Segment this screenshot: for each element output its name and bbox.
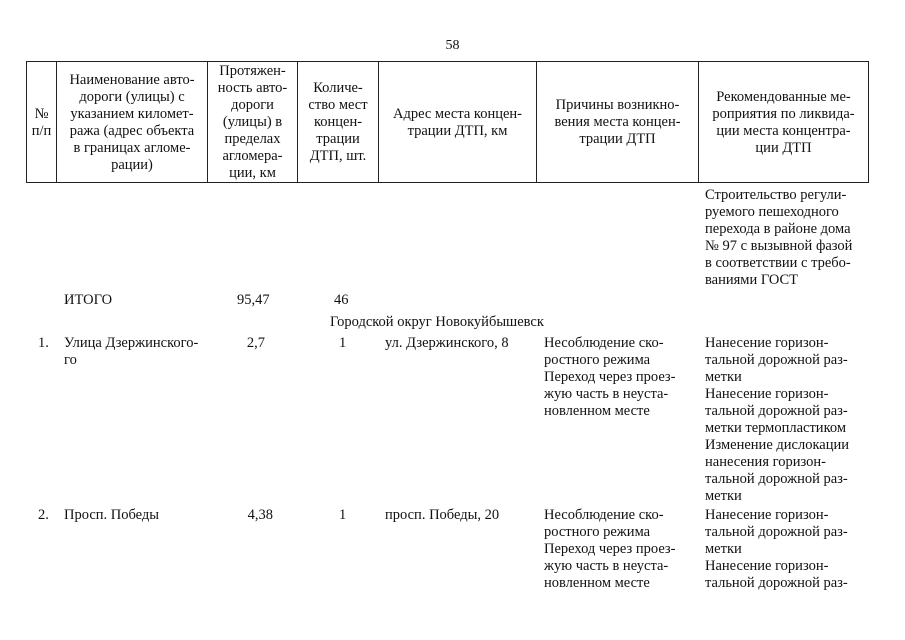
header-cell-number: № п/п [31,105,52,139]
section-title: Городской округ Новокуйбышевск [330,314,544,330]
header-cell-address: Адрес места концен- трации ДТП, км [392,105,523,139]
total-length: 95,47 [237,292,270,308]
row-causes: Несоблюдение ско- ростного режима Переход через проез- жую часть в неуста- новленном месте [544,335,676,419]
row-count: 1 [339,507,347,523]
row-number: 1. [38,335,49,351]
header-cell-causes: Причины возникно- вения места концен- трации ДТП [554,97,681,147]
row-length: 4,38 [247,507,273,523]
header-cell-measures: Рекомендованные ме- роприятия по ликвида- ции места концентра- ции ДТП [712,88,855,156]
row-causes: Несоблюдение ско- ростного режима Переход через проез- жую часть в неуста- новленном месте [544,507,676,591]
page-number: 58 [445,38,460,53]
row-address: просп. Победы, 20 [385,507,500,523]
row-road-name: Просп. Победы [64,507,160,523]
row-length: 2,7 [246,335,265,351]
row-measures: Нанесение горизон- тальной дорожной раз- метки Нанесение горизон- тальной дорожной раз- [705,507,848,591]
continuation-measures: Строительство регули- руемого пешеходного перехода в районе дома № 97 с вызывной фазой в соответствии с требо- ваниями ГОСТ [705,187,853,288]
header-divider [868,61,869,183]
row-address: ул. Дзержинского, 8 [385,335,509,351]
header-cell-length: Протяжен- ность авто- дороги (улицы) в пределах агломера- ции, км [217,63,288,181]
row-measures: Нанесение горизон- тальной дорожной раз- метки Нанесение горизон- тальной дорожной раз- метки термопластиком Изменение дислокации нанесения горизон- тальной дорожной раз- метки [705,335,849,504]
total-count: 46 [334,292,349,308]
header-cell-count: Количе- ство мест концен- трации ДТП, шт. [308,80,368,164]
row-number: 2. [38,507,49,523]
row-count: 1 [339,335,347,351]
header-cell-road-name: Наименование авто- дороги (улицы) с указанием километ- ража (адрес объекта в границах агломе- рации) [69,71,195,173]
total-label: ИТОГО [64,292,113,308]
row-road-name: Улица Дзержинского- го [64,335,199,368]
